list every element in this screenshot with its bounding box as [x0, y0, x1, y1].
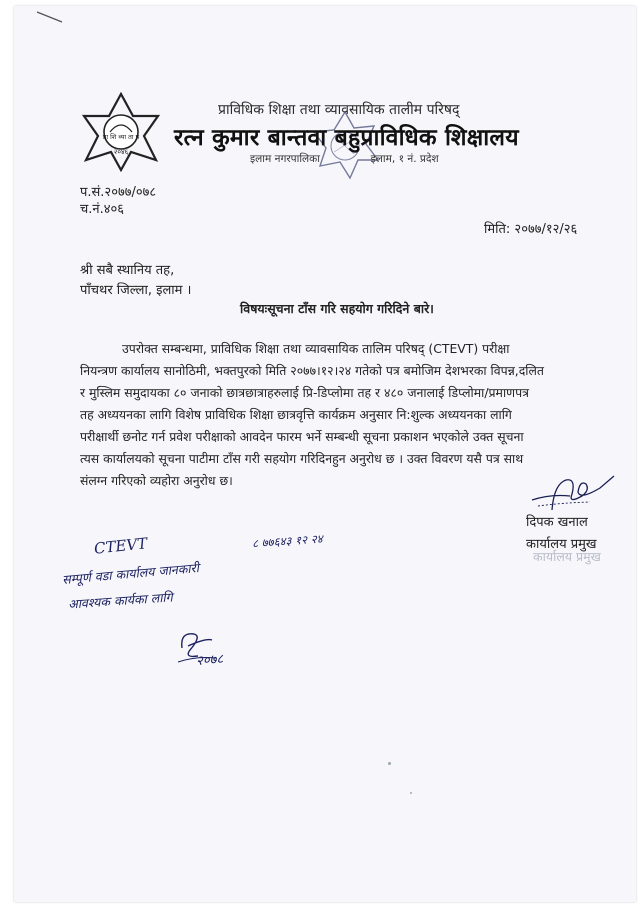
- council-name: प्राविधिक शिक्षा तथा व्यावसायिक तालीम परिषद्: [218, 102, 460, 118]
- body-line-6: त्यस कार्यालयको सूचना पाटीमा टाँस गरी सहयोग गरिदिनहुन अनुरोध छ । उक्त विवरण यसै पत्र साथ: [80, 451, 524, 466]
- handwritten-instruction-line-1: सम्पूर्ण वडा कार्यालय जानकारी: [61, 560, 200, 587]
- body-line-5: परीक्षार्थी छनोट गर्न प्रवेश परीक्षाको आवदेन फारम भर्ने सम्बन्धी सूचना प्रकाशन भएकोले उक्त सूचना: [80, 429, 524, 444]
- recipient-line-2: पाँचथर जिल्ला, इलाम ।: [80, 283, 192, 298]
- signatory-title: कार्यालय प्रमुख: [526, 537, 597, 552]
- address-municipality: इलाम नगरपालिका: [250, 153, 320, 165]
- school-name: रत्न कुमार बान्तवा बहुप्राविधिक शिक्षालय: [174, 125, 519, 151]
- letter-body: [80, 338, 608, 492]
- handwritten-instruction-line-2: आवश्यक कार्यका लागि: [67, 589, 174, 612]
- handwritten-year: २०७८: [195, 651, 224, 670]
- body-line-3: र मुस्लिम समुदायका ८० जनाको छात्रछात्राहरुलाई प्रि-डिप्लोमा तह र ४८० जनालाई डिप्लोमा/प्रमाणपत्र: [80, 385, 530, 400]
- institution-emblem: [78, 92, 164, 172]
- emblem-year: २०४६: [113, 148, 129, 156]
- body-line-2: नियन्त्रण कार्यालय सानोठिमी, भक्तपुरको मिति २०७७।१२।२४ गतेको पत्र बमोजिम देशभरका विपन्न,दलित: [80, 363, 544, 378]
- signatory-name: दिपक खनाल: [526, 515, 588, 530]
- signatory-title-ghost: कार्यालय प्रमुख: [533, 549, 601, 564]
- signature-mark: [530, 470, 620, 516]
- emblem-text: प्रा शि व्या ता प: [102, 133, 140, 141]
- chalani-number: च.नं.४०६: [80, 202, 125, 217]
- body-line-1: उपरोक्त सम्बन्धमा, प्राविधिक शिक्षा तथा व्यावसायिक तालिम परिषद् (CTEVT) परीक्षा: [122, 341, 510, 356]
- body-line-7: संलग्न गरिएको व्यहोरा अनुरोध छ।: [80, 473, 233, 488]
- patra-sankhya: प.सं.२०७७/०७८: [80, 185, 157, 200]
- paper-speck: [388, 762, 391, 765]
- handwritten-reference-number: ८ ७७६४३ १२ २४: [251, 531, 324, 551]
- body-line-4: तह अध्ययनका लागि विशेष प्राविधिक शिक्षा छात्रवृत्ति कार्यक्रम अनुसार नि:शुल्क अध्ययनका लागि: [80, 407, 512, 422]
- school-address: [250, 152, 439, 166]
- recipient-line-1: श्री सबै स्थानिय तह,: [80, 263, 175, 278]
- letter-subject: विषयःसूचना टाँस गरि सहयोग गरिदिने बारे।: [240, 301, 434, 316]
- address-province: इलाम, १ नं. प्रदेश: [370, 153, 439, 165]
- handwritten-ctevt: CTEVT: [93, 534, 149, 558]
- letter-date: मिति: २०७७/१२/२६: [484, 222, 578, 237]
- scratch-mark: [36, 10, 64, 24]
- paper-speck: [410, 792, 412, 794]
